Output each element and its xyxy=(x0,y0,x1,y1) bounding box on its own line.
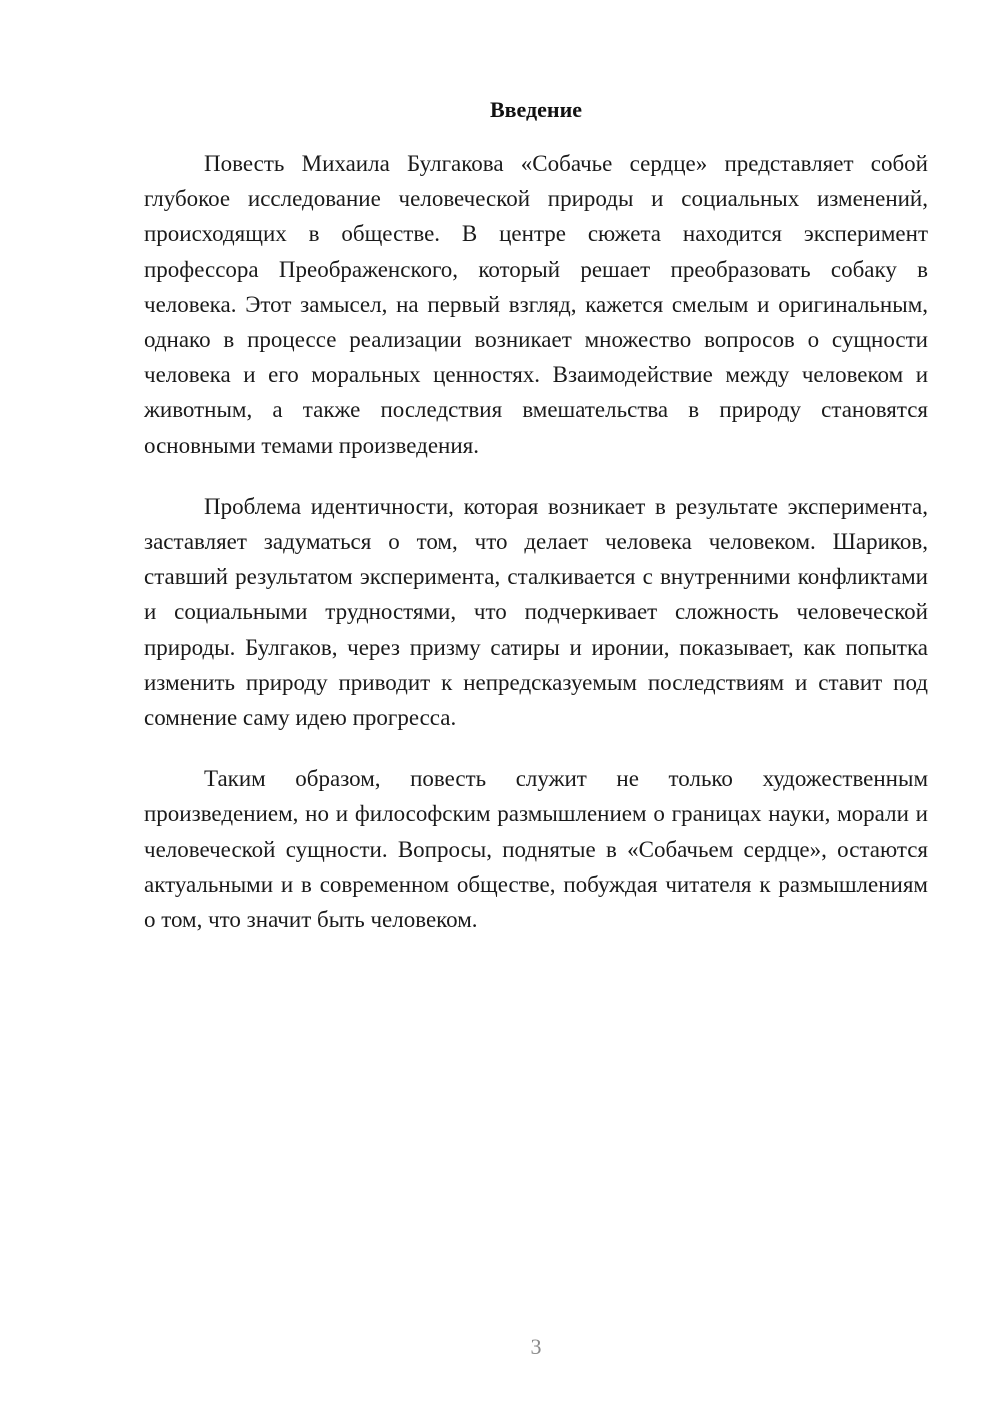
paragraph-2: Проблема идентичности, которая возникает в результате эксперимента, заставляет задуматься о том, что делает человека человеком. Шариков, ставший результатом эксперимента, сталкивается с внутренними конфликтами и социальными трудностями, что подчеркивает сложность человеческой природы. Булгаков, через призму сатиры и иронии, показывает, как попытка изменить природу приводит к непредсказуемым последствиям и ставит под сомнение саму идею прогресса. xyxy=(144,493,928,731)
page-number: 3 xyxy=(530,1334,542,1359)
paragraph-1: Повесть Михаила Булгакова «Собачье сердце» представляет собой глубокое исследование человеческой природы и социальных изменений, происходящих в обществе. В центре сюжета находится эксперимент профессора Преображенского, который решает преобразовать собаку в человека. Этот замысел, на первый взгляд, кажется смелым и оригинальным, однако в процессе реализации возникает множество вопросов о сущности человека и его моральных ценностях. Взаимодействие между человеком и животным, а также последствия вмешательства в природу становятся основными темами произведения. xyxy=(144,151,928,458)
paragraph-3: Таким образом, повесть служит не только художественным произведением, но и философским размышлением о границах науки, морали и человеческой сущности. Вопросы, поднятые в «Собачьем сердце», остаются актуальными и в современном обществе, побуждая читателя к размышлениям о том, что значит быть человеком. xyxy=(144,766,928,933)
section-title: Введение xyxy=(489,97,583,122)
page-content xyxy=(144,92,928,963)
